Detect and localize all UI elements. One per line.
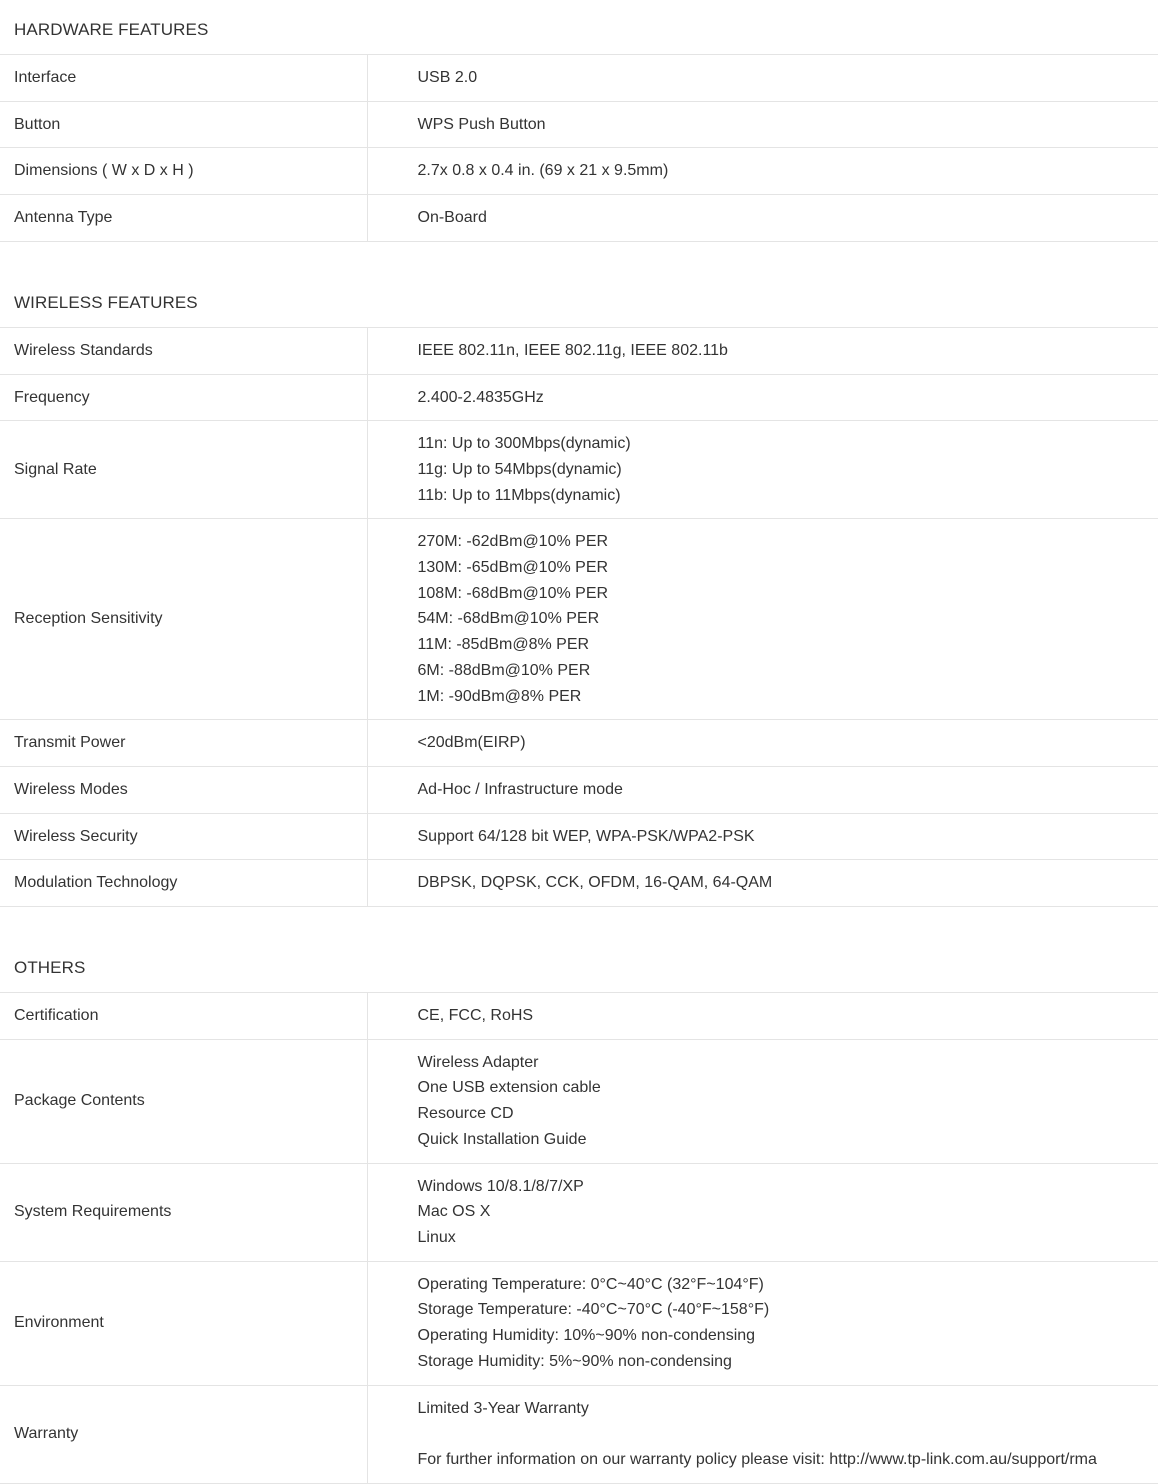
spec-table — [0, 328, 1158, 907]
spec-row — [0, 766, 1158, 813]
section-others — [0, 938, 1158, 1484]
spec-value — [367, 519, 1158, 720]
spec-row — [0, 195, 1158, 242]
spec-value-line: 11n: Up to 300Mbps(dynamic) — [418, 431, 1158, 457]
spec-value-line: 2.400-2.4835GHz — [418, 385, 1158, 411]
spec-row — [0, 148, 1158, 195]
spec-value-line: 6M: -88dBm@10% PER — [418, 658, 1158, 684]
spec-label: Wireless Standards — [0, 328, 367, 374]
spec-label: Interface — [0, 55, 367, 101]
spec-value-line: <20dBm(EIRP) — [418, 730, 1158, 756]
spec-label: Transmit Power — [0, 720, 367, 767]
spec-row — [0, 328, 1158, 374]
spec-value — [367, 195, 1158, 242]
section-title: HARDWARE FEATURES — [0, 0, 1158, 55]
spec-value-line: USB 2.0 — [418, 65, 1158, 91]
spec-value-line: Storage Humidity: 5%~90% non-condensing — [418, 1349, 1158, 1375]
spec-value-line: Mac OS X — [418, 1199, 1158, 1225]
spec-value-line: IEEE 802.11n, IEEE 802.11g, IEEE 802.11b — [418, 338, 1158, 364]
spec-value-line: 270M: -62dBm@10% PER — [418, 529, 1158, 555]
spec-value-line: 11b: Up to 11Mbps(dynamic) — [418, 483, 1158, 509]
spec-value-line: Windows 10/8.1/8/7/XP — [418, 1174, 1158, 1200]
spec-value-line: Limited 3-Year Warranty — [418, 1396, 1158, 1422]
spec-value — [367, 1039, 1158, 1163]
spec-value — [367, 101, 1158, 148]
spec-value — [367, 720, 1158, 767]
spec-value-line: 11M: -85dBm@8% PER — [418, 632, 1158, 658]
spec-value-line: Linux — [418, 1225, 1158, 1251]
spec-row — [0, 813, 1158, 860]
spec-row — [0, 1385, 1158, 1483]
spec-row — [0, 1261, 1158, 1385]
section-hardware-features — [0, 0, 1158, 242]
spec-value-line: Storage Temperature: -40°C~70°C (-40°F~158°F) — [418, 1297, 1158, 1323]
spec-row — [0, 421, 1158, 519]
spec-value — [367, 860, 1158, 907]
spec-label: Package Contents — [0, 1039, 367, 1163]
spec-value — [367, 148, 1158, 195]
spec-value-line — [418, 1421, 1158, 1447]
spec-value — [367, 813, 1158, 860]
spec-value-line: 130M: -65dBm@10% PER — [418, 555, 1158, 581]
spec-value — [367, 993, 1158, 1039]
spec-value-line: 108M: -68dBm@10% PER — [418, 581, 1158, 607]
spec-value — [367, 55, 1158, 101]
spec-value — [367, 1163, 1158, 1261]
section-spacer — [0, 907, 1158, 938]
spec-row — [0, 720, 1158, 767]
spec-value-line: 54M: -68dBm@10% PER — [418, 606, 1158, 632]
spec-value-line: On-Board — [418, 205, 1158, 231]
spec-value — [367, 374, 1158, 421]
spec-value-line: Operating Temperature: 0°C~40°C (32°F~104°F) — [418, 1272, 1158, 1298]
spec-label: Environment — [0, 1261, 367, 1385]
spec-label: Certification — [0, 993, 367, 1039]
spec-value-line: Operating Humidity: 10%~90% non-condensing — [418, 1323, 1158, 1349]
spec-value — [367, 1261, 1158, 1385]
spec-row — [0, 1163, 1158, 1261]
spec-label: Modulation Technology — [0, 860, 367, 907]
spec-row — [0, 374, 1158, 421]
spec-table — [0, 55, 1158, 242]
spec-value-line: 2.7x 0.8 x 0.4 in. (69 x 21 x 9.5mm) — [418, 158, 1158, 184]
spec-value-line: CE, FCC, RoHS — [418, 1003, 1158, 1029]
spec-label: Antenna Type — [0, 195, 367, 242]
spec-value-line: Ad-Hoc / Infrastructure mode — [418, 777, 1158, 803]
spec-label: Wireless Security — [0, 813, 367, 860]
spec-value-line: For further information on our warranty policy please visit: http://www.tp-link.com.au/support/rma — [418, 1447, 1158, 1473]
spec-value-line: WPS Push Button — [418, 112, 1158, 138]
section-spacer — [0, 242, 1158, 273]
spec-row — [0, 101, 1158, 148]
spec-value — [367, 328, 1158, 374]
spec-label: Reception Sensitivity — [0, 519, 367, 720]
section-wireless-features — [0, 273, 1158, 907]
spec-value — [367, 1385, 1158, 1483]
spec-row — [0, 519, 1158, 720]
spec-value-line: Wireless Adapter — [418, 1050, 1158, 1076]
section-title: OTHERS — [0, 938, 1158, 993]
spec-value — [367, 421, 1158, 519]
spec-label: Warranty — [0, 1385, 367, 1483]
spec-label: Signal Rate — [0, 421, 367, 519]
spec-row — [0, 860, 1158, 907]
spec-value-line: DBPSK, DQPSK, CCK, OFDM, 16-QAM, 64-QAM — [418, 870, 1158, 896]
spec-value-line: 11g: Up to 54Mbps(dynamic) — [418, 457, 1158, 483]
spec-value-line: Quick Installation Guide — [418, 1127, 1158, 1153]
spec-row — [0, 1039, 1158, 1163]
spec-row — [0, 993, 1158, 1039]
spec-value-line: Resource CD — [418, 1101, 1158, 1127]
spec-label: Wireless Modes — [0, 766, 367, 813]
spec-label: System Requirements — [0, 1163, 367, 1261]
spec-row — [0, 55, 1158, 101]
spec-table — [0, 993, 1158, 1484]
spec-value-line: One USB extension cable — [418, 1075, 1158, 1101]
spec-value-line: 1M: -90dBm@8% PER — [418, 684, 1158, 710]
spec-value-line: Support 64/128 bit WEP, WPA-PSK/WPA2-PSK — [418, 824, 1158, 850]
spec-label: Dimensions ( W x D x H ) — [0, 148, 367, 195]
spec-value — [367, 766, 1158, 813]
section-title: WIRELESS FEATURES — [0, 273, 1158, 328]
spec-label: Button — [0, 101, 367, 148]
spec-label: Frequency — [0, 374, 367, 421]
